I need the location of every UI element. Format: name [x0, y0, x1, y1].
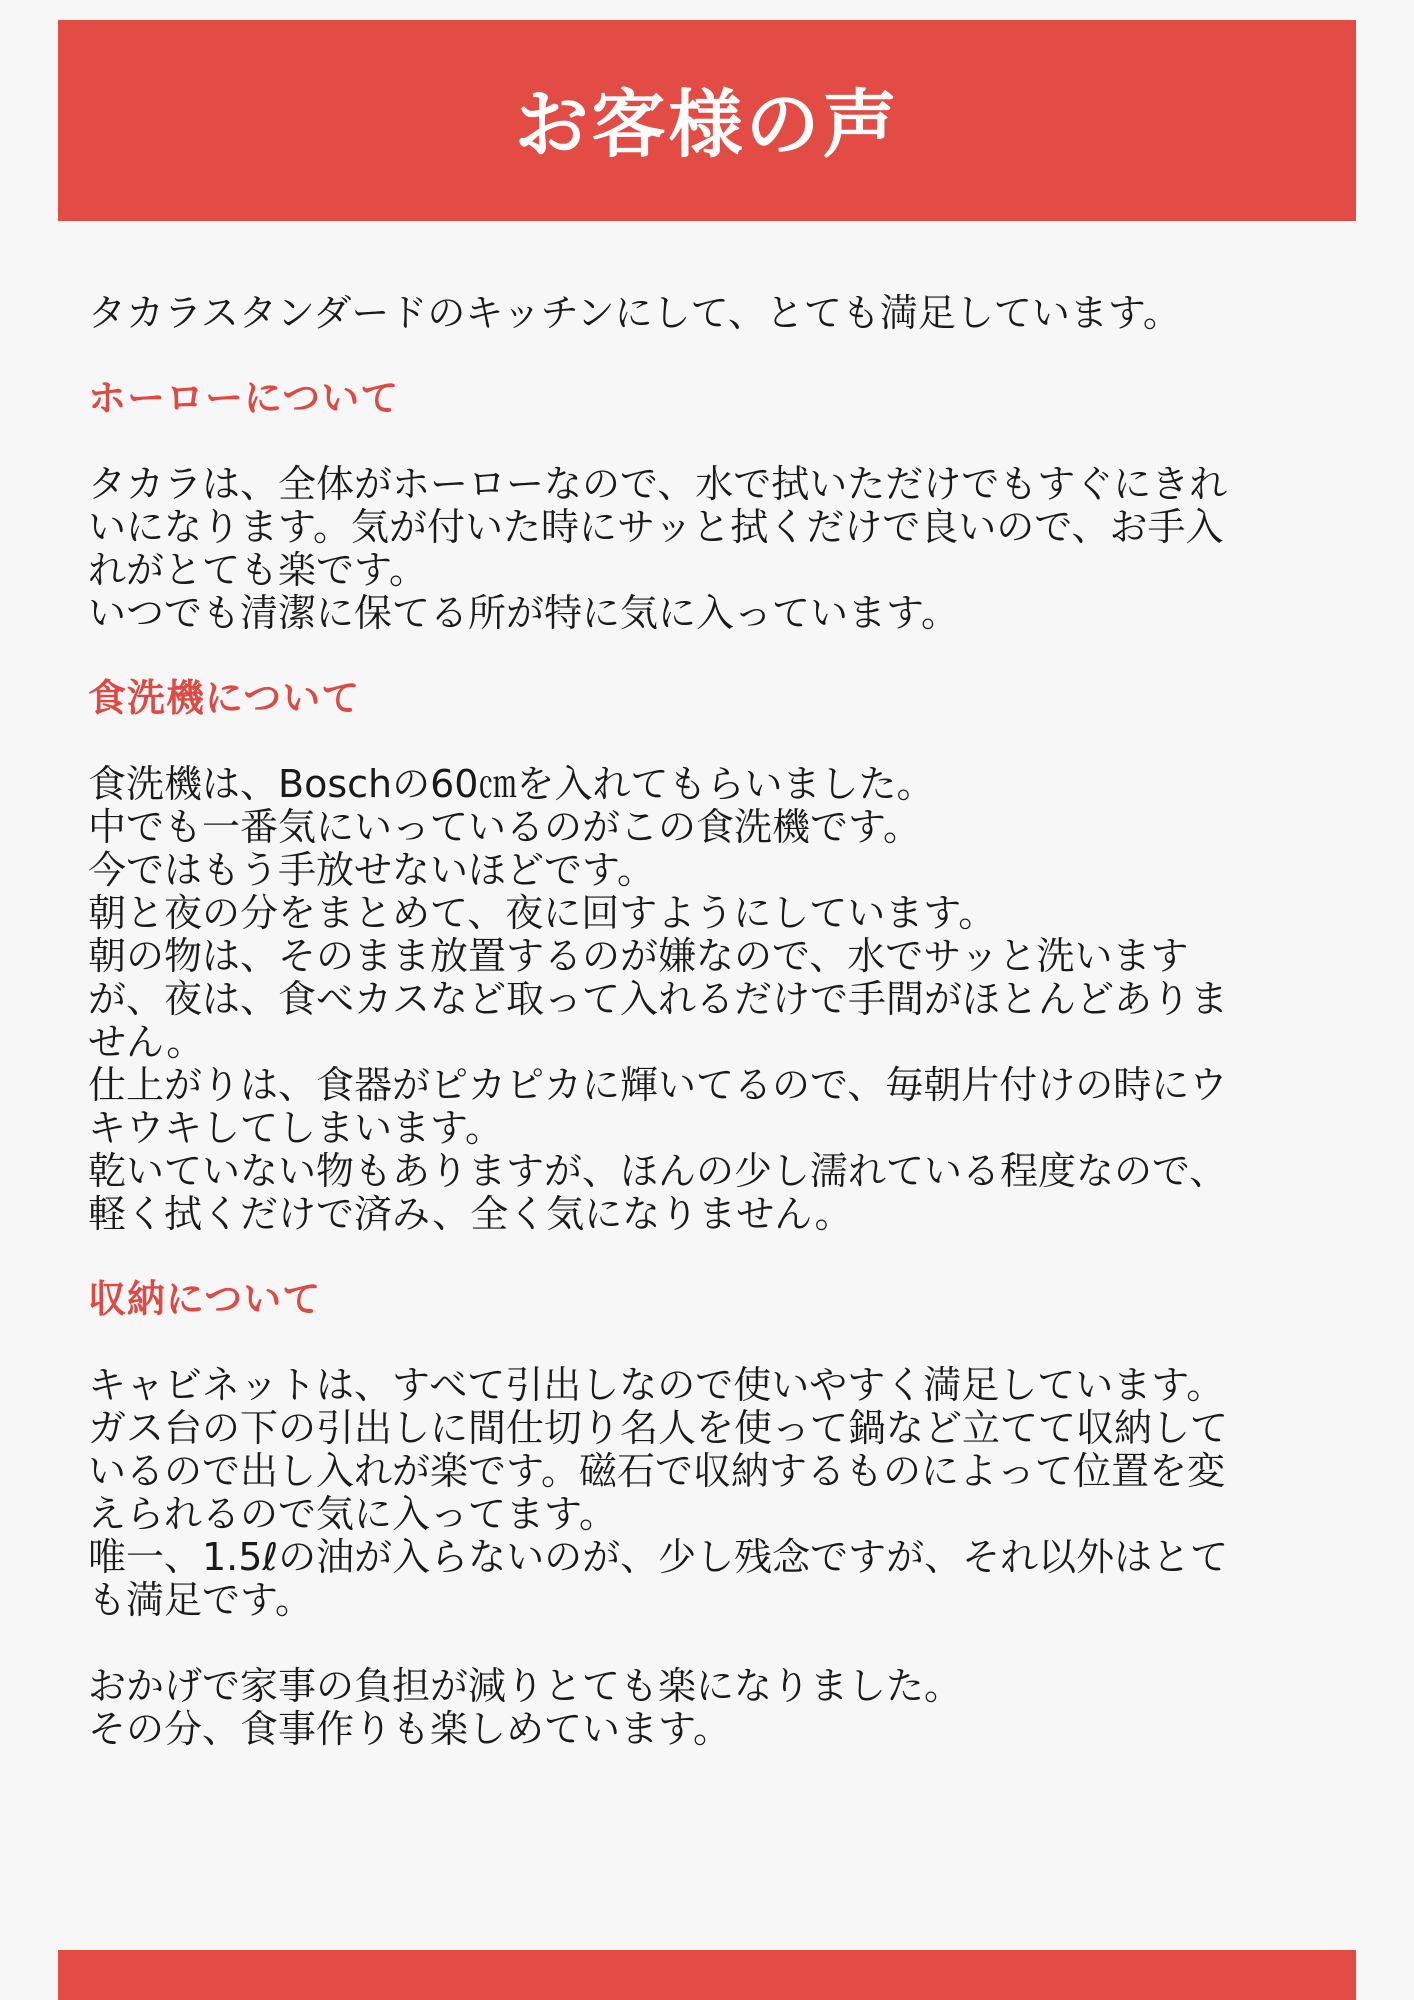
text-line: タカラは、全体がホーローなので、水で拭いただけでもすぐにきれ — [88, 462, 1228, 506]
text-line: 朝と夜の分をまとめて、夜に回すようにしています。 — [88, 891, 997, 935]
text-line: 仕上がりは、食器がピカピカに輝いてるので、毎朝片付けの時にウ — [88, 1063, 1228, 1107]
section-storage-text — [88, 1364, 1338, 1622]
text-line: も満足です。 — [88, 1578, 313, 1622]
footer-banner — [58, 1950, 1356, 2000]
section-heading-enamel: ホーローについて — [88, 376, 400, 420]
header-banner — [58, 20, 1356, 221]
intro-text: タカラスタンダードのキッチンにして、とても満足しています。 — [88, 291, 1181, 335]
text-line: 中でも一番気にいっているのがこの食洗機です。 — [88, 805, 921, 849]
text-line: その分、食事作りも楽しめています。 — [88, 1707, 731, 1751]
text-line: 食洗機は、Boschの60㎝を入れてもらいました。 — [88, 762, 935, 806]
text-line: キャビネットは、すべて引出しなので使いやすく満足しています。 — [88, 1363, 1225, 1407]
text-line: おかげで家事の負担が減りとても楽になりました。 — [88, 1664, 963, 1708]
text-line: 軽く拭くだけで済み、全く気になりません。 — [88, 1192, 853, 1236]
section-dishwasher-text — [88, 763, 1338, 1236]
closing-text — [88, 1665, 1338, 1751]
section-enamel — [88, 377, 1338, 635]
text-line: 今ではもう手放せないほどです。 — [88, 848, 655, 892]
testimonial-body — [88, 292, 1338, 1751]
text-line: が、夜は、食べカスなど取って入れるだけで手間がほとんどありま — [88, 977, 1229, 1021]
section-storage — [88, 1278, 1338, 1622]
text-line: 乾いていない物もありますが、ほんの少し濡れている程度なので、 — [88, 1149, 1228, 1193]
section-heading-storage: 収納について — [88, 1277, 322, 1321]
text-line: いになります。気が付いた時にサッと拭くだけで良いので、お手入 — [88, 505, 1224, 549]
page-title: お客様の声 — [514, 81, 900, 168]
text-line: れがとても楽です。 — [88, 548, 427, 592]
section-enamel-text — [88, 463, 1338, 635]
text-line: 朝の物は、そのまま放置するのが嫌なので、水でサッと洗います — [88, 934, 1189, 978]
text-line: ガス台の下の引出しに間仕切り名人を使って鍋など立てて収納して — [88, 1406, 1229, 1450]
section-heading-dishwasher: 食洗機について — [88, 676, 361, 720]
text-line: いつでも清潔に保てる所が特に気に入っています。 — [88, 591, 959, 635]
text-line: 唯一、1.5ℓの油が入らないのが、少し残念ですが、それ以外はとて — [88, 1535, 1229, 1579]
text-line: えられるので気に入ってます。 — [88, 1492, 617, 1536]
text-line: いるので出し入れが楽です。磁石で収納するものによって位置を変 — [88, 1449, 1225, 1493]
section-dishwasher — [88, 677, 1338, 1236]
text-line: キウキしてしまいます。 — [88, 1106, 503, 1150]
text-line: せん。 — [88, 1020, 205, 1064]
